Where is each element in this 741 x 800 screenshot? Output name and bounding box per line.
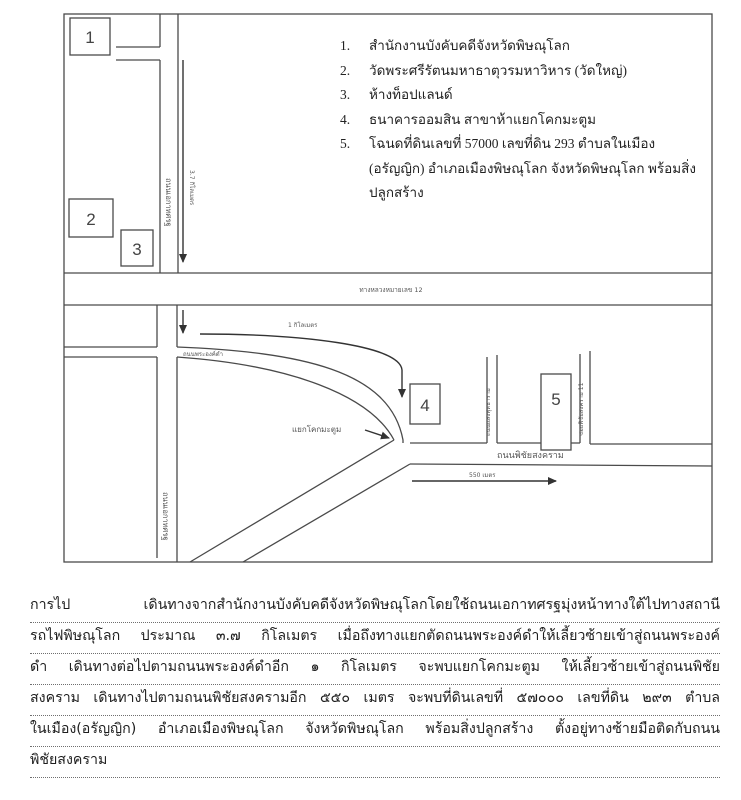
place-label-5: 5	[551, 390, 561, 409]
legend-text: สำนักงานบังคับคดีจังหวัดพิษณุโลก	[369, 38, 570, 53]
distance-label-3-7km: 3.7 กิโลเมตร	[188, 170, 195, 206]
directions-line: พิชัยสงคราม	[30, 747, 720, 778]
directions-paragraph	[30, 592, 720, 778]
legend-num: 5.	[340, 136, 351, 151]
distance-label-550m: 550 เมตร	[469, 472, 496, 479]
place-label-3: 3	[132, 240, 142, 259]
place-box-5	[541, 374, 571, 450]
legend-item-1	[340, 34, 710, 59]
road-label-phra-ong-dam: ถนนพระองค์ดำ	[183, 351, 224, 358]
road-label-ekathotsarot-lower: ถนนเอกาทศรฐ	[161, 492, 170, 541]
road-label-ekathotsarot-upper: ถนนเอกาทศรฐ	[164, 178, 173, 227]
legend-num: 1.	[340, 38, 351, 53]
place-label-2: 2	[86, 210, 96, 229]
legend-text: วัดพระศรีรัตนมหาธาตุวรมหาวิหาร (วัดใหญ่)	[369, 62, 628, 78]
junction-label: แยกโคกมะตูม	[292, 425, 342, 434]
road-label-highway-12: ทางหลวงหมายเลข 12	[359, 286, 423, 294]
place-label-1: 1	[85, 28, 95, 47]
legend-num: 2.	[340, 62, 351, 78]
directions-line: รถไฟพิษณุโลก ประมาณ ๓.๗ กิโลเมตร เมื่อถึงทางแยกตัดถนนพระองค์ดำให้เลี้ยวซ้ายเข้าสู่ถนนพระองค์	[30, 623, 720, 654]
legend-item-3	[340, 83, 710, 108]
legend-item-4	[340, 108, 710, 133]
legend-item-5-continuation: ปลูกสร้าง	[369, 185, 424, 200]
road-label-saensuk: ถนนแสงพุทธาราม	[485, 388, 492, 436]
place-label-4: 4	[420, 396, 430, 415]
arrow-junction	[365, 430, 389, 438]
legend-text: โฉนดที่ดินเลขที่ 57000 เลขที่ดิน 293 ตำบลในเมือง	[369, 136, 656, 151]
legend-item-5	[340, 132, 710, 157]
legend-num: 4.	[340, 111, 351, 127]
legend-item-2	[340, 59, 710, 84]
arrow-along-phra-ong-dam	[200, 334, 402, 397]
road-label-phichai-soi-11: ซอยพิชัยสงคราม 11	[578, 382, 585, 436]
map-legend	[340, 34, 710, 206]
directions-line: การไป เดินทางจากสำนักงานบังคับคดีจังหวัดพิษณุโลกโดยใช้ถนนเอกาทศรฐมุ่งหน้าทางใต้ไปทางสถานี	[30, 592, 720, 623]
distance-label-1km: 1 กิโลเมตร	[288, 322, 318, 329]
legend-text: ห้างท็อปแลนด์	[369, 87, 453, 102]
legend-num: 3.	[340, 87, 351, 102]
legend-text: ธนาคารออมสิน สาขาห้าแยกโคกมะตูม	[369, 111, 597, 127]
road-label-phichai-songkhram: ถนนพิชัยสงคราม	[497, 451, 564, 461]
directions-line: ในเมือง(อรัญญิก) อำเภอเมืองพิษณุโลก จังหวัดพิษณุโลก พร้อมสิ่งปลูกสร้าง ตั้งอยู่ทางซ้ายมือติดกับถนน	[30, 716, 720, 747]
directions-line: สงคราม เดินทางไปตามถนนพิชัยสงครามอีก ๕๕๐ เมตร จะพบที่ดินเลขที่ ๕๗๐๐๐ เลขที่ดิน ๒๙๓ ตำบล	[30, 685, 720, 716]
legend-item-5-continuation: (อรัญญิก) อำเภอเมืองพิษณุโลก จังหวัดพิษณุโลก พร้อมสิ่ง	[369, 160, 696, 176]
directions-line: ดำ เดินทางต่อไปตามถนนพระองค์ดำอีก ๑ กิโลเมตร จะพบแยกโคกมะตูม ให้เลี้ยวซ้ายเข้าสู่ถนนพิชัย	[30, 654, 720, 685]
